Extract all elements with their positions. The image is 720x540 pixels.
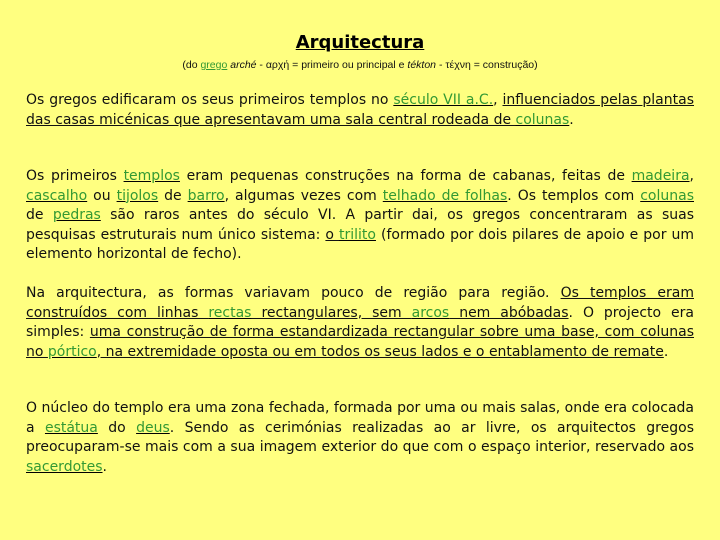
p3-text-1: Na arquitectura, as formas variavam pouco de região para região. [26, 285, 561, 301]
p3-underlined-4: uma construção de forma estandardizada rectangular sobre uma base, com colunas no [26, 324, 694, 360]
paragraph-3 [26, 284, 694, 362]
p2-underlined-1: o [325, 226, 339, 243]
link-pedras[interactable]: pedras [52, 207, 101, 223]
p2-text-5: de [158, 187, 188, 204]
p2-text-10: (formado por dois pilares de apoio e por um elemento horizontal de fecho). [26, 226, 695, 262]
subtitle-etymology [0, 59, 720, 71]
subtitle-mid2: - τέχνη = construção) [436, 59, 538, 71]
p2-text-9: são raros antes do século VI. A partir dai, os gregos concentraram as suas pesquisas estruturais num único sistema: [26, 207, 694, 243]
paragraph-1 [26, 91, 694, 130]
subtitle-tekton: tékton [407, 59, 437, 71]
p3-underlined-3: nem abóbadas [449, 304, 569, 321]
p3-text-2: . O projecto era simples: [26, 304, 694, 340]
link-rectas[interactable]: rectas [208, 304, 252, 321]
link-barro[interactable]: barro [187, 187, 225, 204]
p2-text-4: ou [87, 187, 117, 204]
link-trilito[interactable]: trilito [339, 226, 376, 243]
p2-text-6: , algumas vezes com [224, 187, 383, 204]
p3-text-3: . [663, 343, 669, 360]
p2-text-1: Os primeiros [26, 168, 124, 184]
paragraph-2 [26, 167, 694, 265]
link-telhado-de-folhas[interactable]: telhado de folhas [382, 187, 508, 204]
link-grego[interactable]: grego [200, 59, 228, 71]
p4-text-3: . Sendo as cerimónias realizadas ao ar livre, os arquitectos gregos preocuparam-se mais com a sua imagem exterior do que com o espaço interior, reservado aos [26, 419, 694, 455]
p1-text-3: . [569, 111, 574, 128]
p2-text-2: eram pequenas construções na forma de cabanas, feitas de [179, 168, 632, 184]
subtitle-arche: arché [227, 59, 257, 71]
link-sacerdotes[interactable]: sacerdotes [26, 458, 103, 475]
link-colunas-2[interactable]: colunas [640, 187, 694, 204]
link-templos[interactable]: templos [123, 168, 180, 184]
link-colunas[interactable]: colunas [515, 111, 570, 128]
link-seculo-vii[interactable]: século VII a.C. [393, 92, 494, 108]
p4-text-1: O núcleo do templo era uma zona fechada, formada por uma ou mais salas, onde era colocada a [26, 400, 694, 436]
subtitle-mid1: - αρχή = primeiro ou principal e [256, 59, 408, 71]
p3-underlined-5: , na extremidade oposta ou em todos os seus lados e o entablamento de remate [96, 343, 664, 360]
link-arcos[interactable]: arcos [411, 304, 450, 321]
p1-text-1: Os gregos edificaram os seus primeiros templos no [26, 92, 394, 108]
link-portico[interactable]: pórtico [47, 343, 97, 360]
p1-underlined-1: influenciados pelas plantas das casas micénicas que apresentavam uma sala central rodeada de [26, 92, 694, 128]
p2-text-7: . Os templos com [507, 187, 641, 204]
p4-text-4: . [102, 458, 107, 475]
page-title: Arquitectura [295, 32, 425, 53]
p3-underlined-2: rectangulares, sem [251, 304, 412, 321]
link-madeira[interactable]: madeira [631, 168, 690, 184]
paragraph-4 [26, 399, 694, 477]
subtitle-open: (do [182, 59, 201, 71]
link-estatua[interactable]: estátua [44, 419, 98, 436]
p2-text-8: de [26, 207, 53, 223]
p1-text-2: , [493, 92, 503, 108]
link-cascalho[interactable]: cascalho [26, 187, 88, 204]
p3-underlined-1: Os templos eram construídos com linhas [26, 285, 694, 321]
link-tijolos[interactable]: tijolos [116, 187, 159, 204]
link-deus[interactable]: deus [136, 419, 170, 436]
p2-text-3: , [689, 168, 694, 184]
p4-text-2: do [97, 419, 137, 436]
